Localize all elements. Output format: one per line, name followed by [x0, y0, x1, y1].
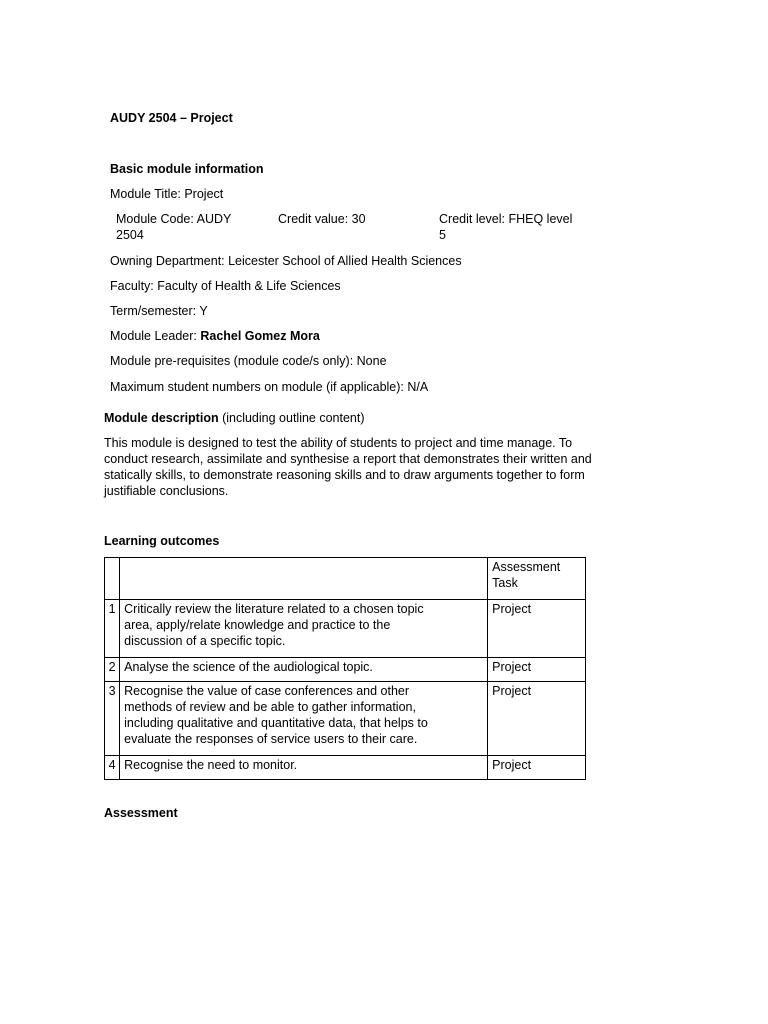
- header-desc-cell: [120, 558, 488, 600]
- outcome-line: Recognise the value of case conferences and other: [124, 684, 410, 698]
- header-task-line2: Task: [492, 576, 518, 590]
- module-code-line1: Module Code: AUDY: [116, 212, 232, 226]
- outcome-line: Analyse the science of the audiological topic.: [124, 660, 373, 674]
- credit-level-line2: 5: [439, 228, 446, 242]
- module-title: Module Title: Project: [110, 187, 224, 201]
- row-number: 2: [105, 658, 120, 682]
- faculty: Faculty: Faculty of Health & Life Sciences: [110, 279, 341, 293]
- outcome-line: methods of review and be able to gather information,: [124, 700, 416, 714]
- max-students: Maximum student numbers on module (if applicable): N/A: [110, 380, 429, 394]
- outcome-line: Recognise the need to monitor.: [124, 758, 298, 772]
- table-row: [105, 682, 586, 756]
- header-task-line1: Assessment: [492, 560, 561, 574]
- table-row: [105, 756, 586, 780]
- description-line: This module is designed to test the ability of students to project and time manage. To: [104, 436, 573, 450]
- row-task: Project: [488, 682, 586, 756]
- table-row: [105, 600, 586, 658]
- module-description: [104, 435, 634, 499]
- description-heading-suffix: (including outline content): [218, 411, 365, 425]
- row-number: 1: [105, 600, 120, 658]
- row-outcome: [120, 756, 488, 780]
- row-task: Project: [488, 756, 586, 780]
- outcome-line: evaluate the responses of service users to their care.: [124, 732, 418, 746]
- learning-outcomes-table: [104, 557, 586, 780]
- header-task-cell: [488, 558, 586, 600]
- module-leader-name: Rachel Gomez Mora: [200, 329, 320, 343]
- row-number: 4: [105, 756, 120, 780]
- module-description-heading: [104, 410, 365, 426]
- row-number: 3: [105, 682, 120, 756]
- outcome-line: Critically review the literature related to a chosen topic: [124, 602, 424, 616]
- learning-outcomes-heading: Learning outcomes: [104, 534, 220, 548]
- credit-value: Credit value: 30: [278, 212, 366, 226]
- table-header-row: [105, 558, 586, 600]
- row-outcome: [120, 600, 488, 658]
- outcome-line: including qualitative and quantitative data, that helps to: [124, 716, 428, 730]
- module-leader: [110, 328, 320, 344]
- row-outcome: [120, 682, 488, 756]
- header-num-cell: [105, 558, 120, 600]
- description-line: conduct research, assimilate and synthesise a report that demonstrates their written and: [104, 452, 592, 466]
- row-outcome: [120, 658, 488, 682]
- owning-department: Owning Department: Leicester School of Allied Health Sciences: [110, 254, 462, 268]
- outcome-line: area, apply/relate knowledge and practice to the: [124, 618, 391, 632]
- module-code-line2: 2504: [116, 228, 144, 242]
- module-leader-label: Module Leader:: [110, 329, 201, 343]
- outcome-line: discussion of a specific topic.: [124, 634, 286, 648]
- table-row: [105, 658, 586, 682]
- row-task: Project: [488, 658, 586, 682]
- row-task: Project: [488, 600, 586, 658]
- module-code: [116, 211, 231, 243]
- prerequisites: Module pre-requisites (module code/s only): None: [110, 354, 387, 368]
- credit-level-line1: Credit level: FHEQ level: [439, 212, 573, 226]
- credit-level: [439, 211, 572, 243]
- description-line: justifiable conclusions.: [104, 484, 229, 498]
- basic-info-heading: Basic module information: [110, 162, 264, 176]
- term-semester: Term/semester: Y: [110, 304, 208, 318]
- description-heading-bold: Module description: [104, 411, 219, 425]
- description-line: statically skills, to demonstrate reasoning skills and to draw arguments together to form: [104, 468, 585, 482]
- assessment-heading: Assessment: [104, 806, 178, 820]
- document-title: AUDY 2504 – Project: [110, 111, 233, 125]
